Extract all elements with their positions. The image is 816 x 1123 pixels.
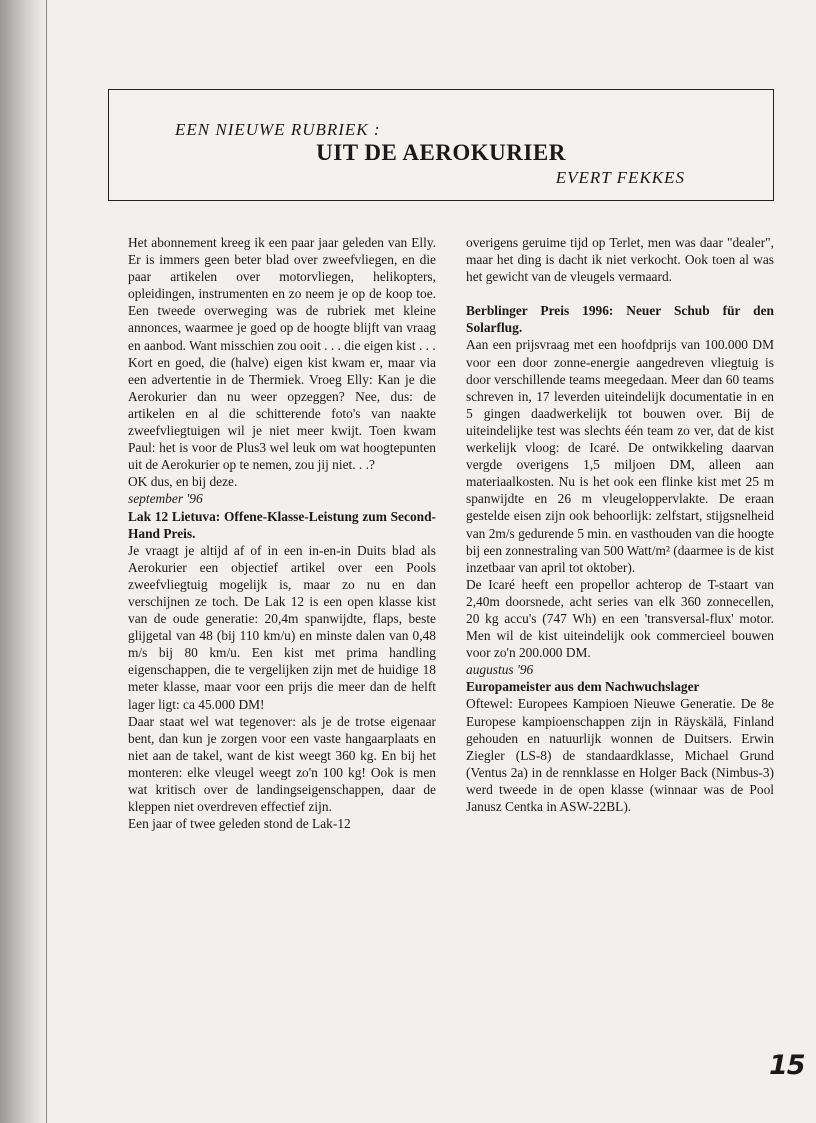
section-3-heading: Europameister aus dem Nachwuchslager	[466, 679, 700, 695]
section-1-paragraph-1: Je vraagt je altijd af of in een in-en-in Duits blad als Aerokurier een objectief artikel over een Pools zweefvliegtuig mogelijk is, maar zo nu en dan verschijnen ze toch. De Lak 12 is een open klasse kist van de oude generatie: 20,4m spanwijdte, flaps, beste glijgetal van 48 (bij 110 km/u) en minste dalen van 0,48 m/s bij 80 km/u. Een kist met prima handling eigenschappen, die te vergelijken zijn met de huidige 18 meter klasse, maar voor een prijs die meer dan de helft lager ligt: ca 45.000 DM!	[128, 542, 436, 712]
section-2-paragraph-2: De Icaré heeft een propellor achterop de T-staart van 2,40m doorsnede, acht series van elk 360 zonnecellen, 20 kg accu's (747 Wh) en een 'transversal-flux' motor. Men wil de kist uiteindelijk ook commercieel bouwen voor zo'n 200.000 DM.	[466, 576, 774, 661]
intro-paragraph-3: OK dus, en bij deze.	[128, 474, 238, 490]
page-spine-shadow	[0, 0, 48, 1123]
intro-paragraph-2: Kort en goed, die (halve) eigen kist kwam er, maar via een advertentie in de Thermiek. Vroeg Elly: Kan je die Aerokurier dan nu weer opzeggen? Nee, dus: de artikelen en al die schitterende foto's van naakte zweefvliegtuigen wil je niet meer kwijt. Toen kwam Paul: het is voor de Plus3 wel leuk om wat hoogtepunten uit de Aerokurier op te nemen, zou jij niet. . .?	[128, 354, 436, 473]
section-2-heading: Berblinger Preis 1996: Neuer Schub für den Solarflug.	[466, 303, 774, 336]
section-2-paragraph-1: Aan een prijsvraag met een hoofdprijs van 100.000 DM voor een door zonne-energie aangedreven vliegtuig is door verschillende teams meegedaan. Meer dan 60 teams schreven in, 17 leverden uiteindelijk documentatie in en 5 gingen daadwerkelijk tot bouwen over. Bij de uiteindelijke test was slechts één team zo ver, dat de kist werkelijk vloog: de Icaré. De ontwikkeling daarvan vergde overigens 1,5 miljoen DM, alleen aan materiaalkosten. Nu is het ook een flinke kist met 25 m spanwijdte en 26 m vleugeloppervlakte. De eraan gestelde eisen zijn ook behoorlijk: zelfstart, stijgsnelheid van 2m/s gedurende 5 min. en vasthouden van die hoogte bij een zonnestraling van 500 Watt/m² (daarmee is de kist inzetbaar van april tot oktober).	[466, 337, 774, 575]
article-title: UIT DE AEROKURIER	[316, 140, 566, 165]
article-author: EVERT FEKKES	[555, 168, 685, 187]
section-1-paragraph-3: Een jaar of twee geleden stond de Lak-12	[128, 816, 351, 832]
section-1-paragraph-2: Daar staat wel wat tegenover: als je de trotse eigenaar bent, dan kun je zorgen voor een vaste hangaarplaats en niet aan de takel, want de kist weegt 360 kg. En bij het monteren: elke vleugel weegt zo'n 100 kg! Ook is men wat kritisch over de landingseigenschappen, daar de kleppen niet overdreven effectief zijn.	[128, 713, 436, 815]
section-3-dateline: augustus '96	[466, 662, 534, 678]
page-number: 15	[769, 1050, 805, 1081]
intro-paragraph-1: Het abonnement kreeg ik een paar jaar geleden van Elly. Er is immers geen beter blad over zweefvliegen, en die paar artikelen over motorvliegen, helikopters, opleidingen, instrumenten en zo neem je op de koop toe. Een tweede overweging was de rubriek met kleine annonces, waarmee je goed op de hoogte blijft van vraag en aanbod. Want misschien zou ooit . . . die eigen kist . . .	[128, 235, 436, 353]
section-1-dateline: september '96	[128, 491, 203, 507]
section-1-continuation: overigens geruime tijd op Terlet, men was daar "dealer", maar het ding is dacht ik niet verkocht. Ook toen al was het gewicht van de vleugels vermaard.	[466, 235, 774, 285]
article-title-box	[108, 89, 774, 201]
section-3-paragraph-1: Oftewel: Europees Kampioen Nieuwe Generatie. De 8e Europese kampioenschappen zijn in Räyskälä, Finland gehouden en natuurlijk wonnen de Duitsers. Erwin Ziegler (LS-8) de standaardklasse, Michael Grund (Ventus 2a) in de rennklasse en Holger Back (Nimbus-3) werd tweede in de open klasse (winnaar was de Pool Janusz Centka in ASW-22BL).	[466, 696, 774, 814]
rubric-kicker: EEN NIEUWE RUBRIEK :	[175, 120, 381, 139]
right-column	[466, 234, 774, 815]
left-column	[128, 234, 436, 832]
page-gutter-line	[46, 0, 47, 1123]
section-1-heading: Lak 12 Lietuva: Offene-Klasse-Leistung zum Second- Hand Preis.	[128, 508, 436, 541]
